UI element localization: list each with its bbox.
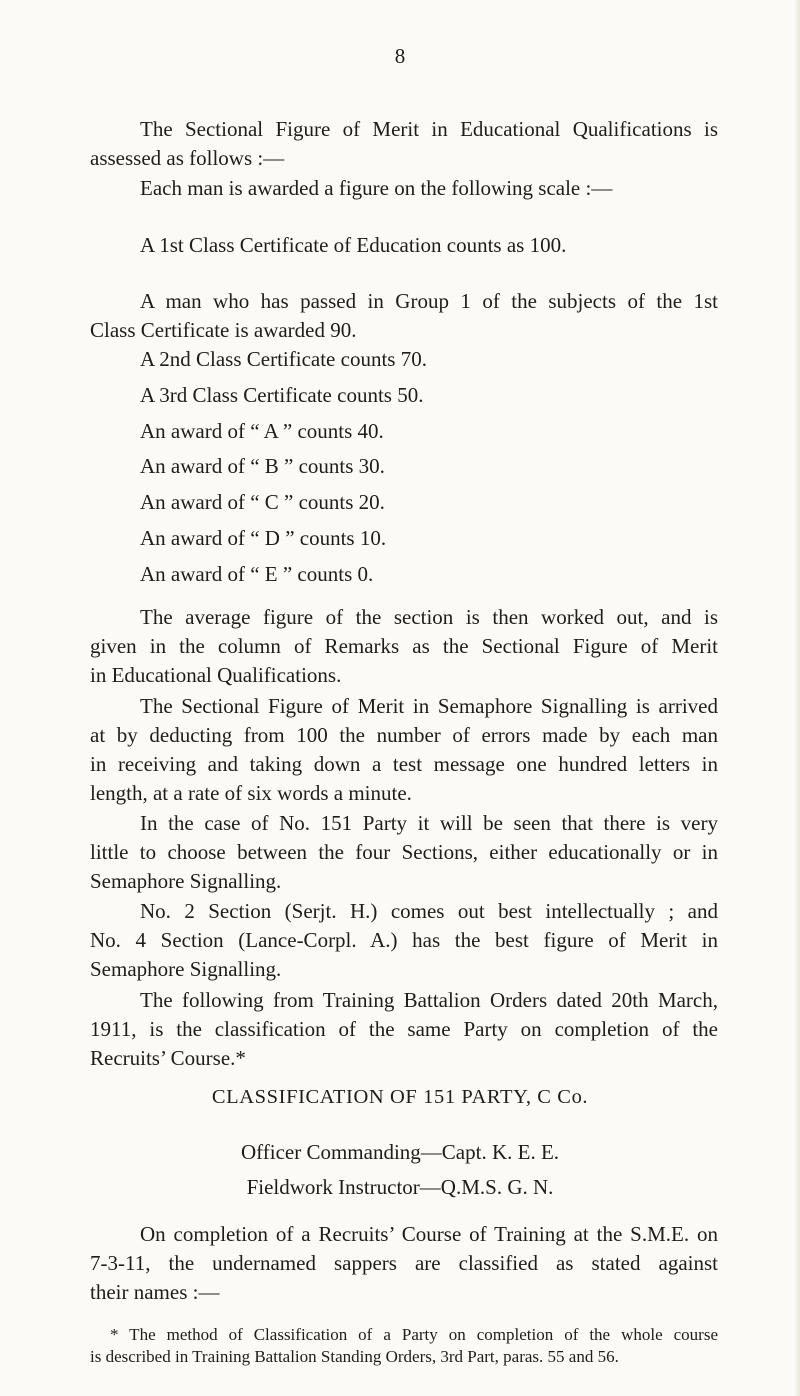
battalion-orders-paragraph: The following from Training Battalion Orders dated 20th March, 1911, is the classification of the same Party on completion of the Recruits’ Course.* — [90, 988, 718, 1070]
average-paragraph: The average figure of the section is then worked out, and is given in the column of Remarks as the Sectional Figure of Merit in Educational Qualifications. — [90, 605, 718, 687]
classification-heading: CLASSIFICATION OF 151 PARTY, C Co. — [211, 1086, 589, 1108]
scale-award-a: An award of “ A ” counts 40. — [140, 419, 384, 443]
case-151-paragraph: In the case of No. 151 Party it will be seen that there is very little to choose between the four Sections, either educationally or in Semaphore Signalling. — [90, 811, 718, 893]
scale-intro: Each man is awarded a figure on the following scale :— — [140, 176, 613, 200]
scale-third-class: A 3rd Class Certificate counts 50. — [140, 383, 424, 407]
scale-first-class: A 1st Class Certificate of Education counts as 100. — [140, 233, 567, 257]
scale-award-b: An award of “ B ” counts 30. — [140, 454, 385, 478]
scale-award-c: An award of “ C ” counts 20. — [140, 490, 385, 514]
page-edge-shading — [794, 0, 800, 1396]
fieldwork-instructor: Fieldwork Instructor—Q.M.S. G. N. — [246, 1175, 554, 1199]
scale-award-d: An award of “ D ” counts 10. — [140, 526, 387, 550]
scale-second-class: A 2nd Class Certificate counts 70. — [140, 347, 427, 371]
best-section-paragraph: No. 2 Section (Serjt. H.) comes out best intellectually ; and No. 4 Section (Lance-Corpl. A.) has the best figure of Merit in Semaphore Signalling. — [90, 899, 718, 981]
footnote: * The method of Classification of a Party on completion of the whole course is described in Training Battalion Standing Orders, 3rd Part, paras. 55 and 56. — [90, 1325, 718, 1366]
semaphore-paragraph: The Sectional Figure of Merit in Semaphore Signalling is arrived at by deducting from 100 the number of errors made by each man in receiving and taking down a test message one hundred letters in length, at a rate of six words a minute. — [90, 694, 718, 805]
completion-paragraph: On completion of a Recruits’ Course of Training at the S.M.E. on 7-3-11, the undernamed sappers are classified as stated against their names :— — [90, 1222, 718, 1304]
intro-paragraph: The Sectional Figure of Merit in Educational Qualifications is assessed as follows :— — [90, 117, 718, 170]
scale-award-e: An award of “ E ” counts 0. — [140, 562, 374, 586]
scale-group1-paragraph: A man who has passed in Group 1 of the subjects of the 1st Class Certificate is awarded 90. — [90, 289, 718, 342]
officer-commanding: Officer Commanding—Capt. K. E. E. — [240, 1140, 560, 1164]
page-number: 8 — [394, 44, 406, 68]
